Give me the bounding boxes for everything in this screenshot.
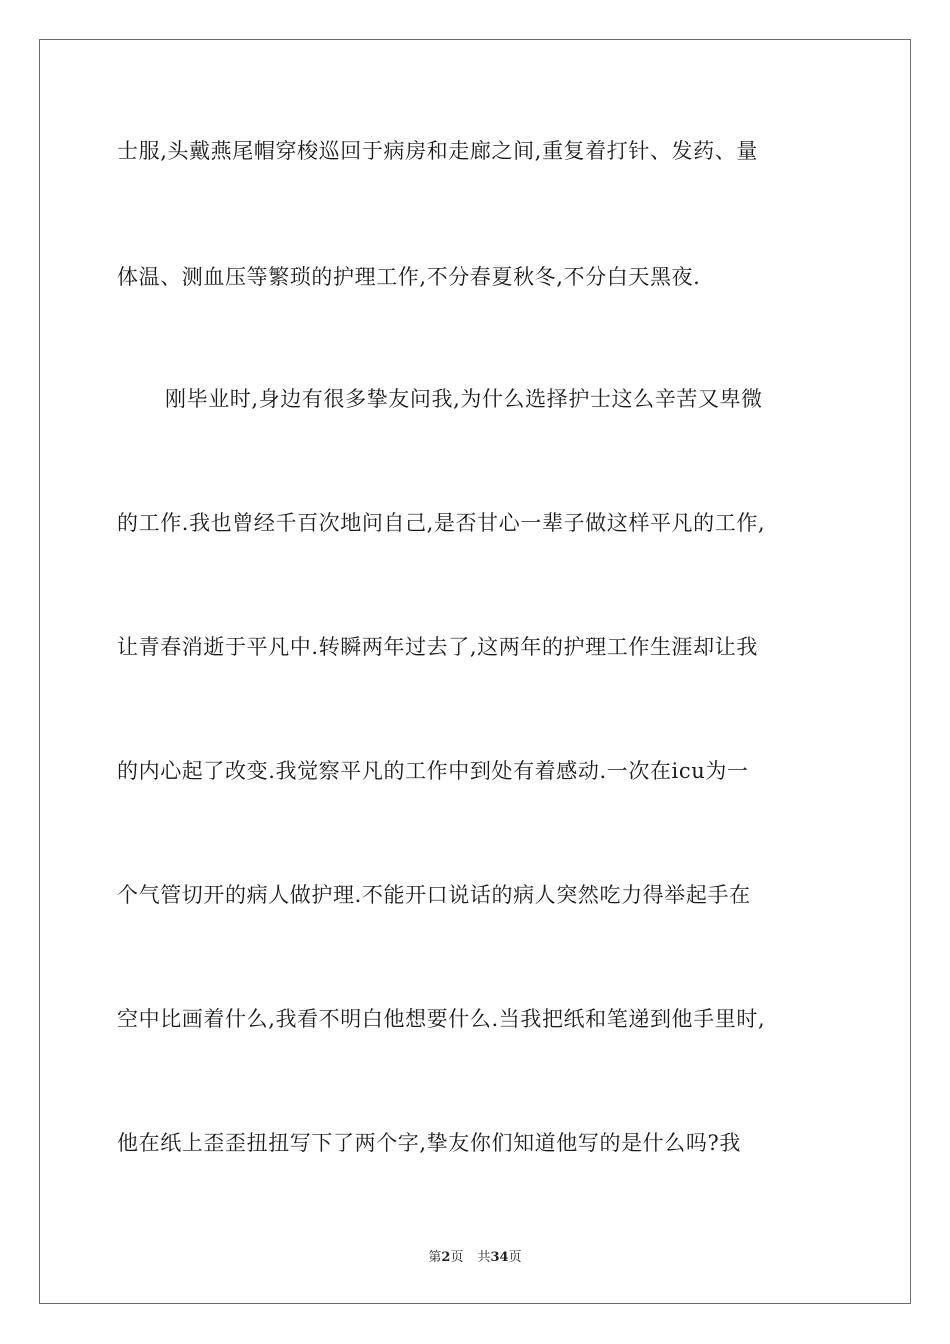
total-label-prefix: 共 xyxy=(477,1250,491,1265)
text-line: 士服,头戴燕尾帽穿梭巡回于病房和走廊之间,重复着打针、发药、量 xyxy=(117,139,758,163)
page-border xyxy=(39,39,911,1304)
total-pages: 34 xyxy=(490,1250,509,1265)
page-footer xyxy=(0,1248,950,1268)
page-label-suffix: 页 xyxy=(450,1250,464,1265)
paragraph-start-line: 刚毕业时,身边有很多挚友问我,为什么选择护士这么辛苦又卑微 xyxy=(165,387,763,411)
page-number: 2 xyxy=(441,1250,451,1265)
text-line: 空中比画着什么,我看不明白他想要什么.当我把纸和笔递到他手里时, xyxy=(117,1007,766,1031)
text-line: 他在纸上歪歪扭扭写下了两个字,挚友你们知道他写的是什么吗?我 xyxy=(117,1131,741,1155)
text-line: 个气管切开的病人做护理.不能开口说话的病人突然吃力得举起手在 xyxy=(117,883,751,907)
text-line: 体温、测血压等繁琐的护理工作,不分春夏秋冬,不分白天黑夜. xyxy=(117,265,701,289)
page-label-prefix: 第 xyxy=(428,1250,442,1265)
total-label-suffix: 页 xyxy=(508,1250,522,1265)
text-line: 让青春消逝于平凡中.转瞬两年过去了,这两年的护理工作生涯却让我 xyxy=(117,635,758,659)
text-line: 的工作.我也曾经千百次地问自己,是否甘心一辈子做这样平凡的工作, xyxy=(117,511,766,535)
text-line: 的内心起了改变.我觉察平凡的工作中到处有着感动.一次在icu为一 xyxy=(117,759,749,783)
